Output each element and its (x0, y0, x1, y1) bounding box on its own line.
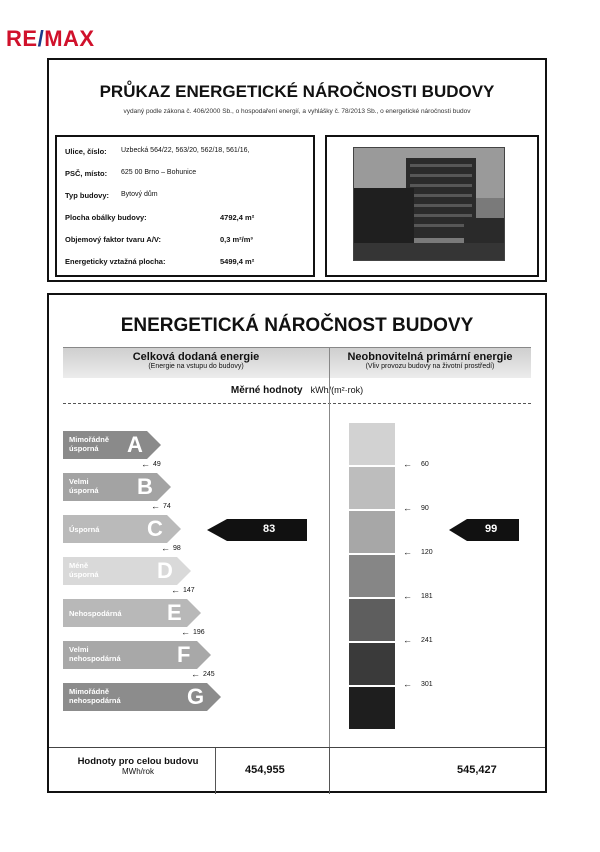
class-label: Úsporná (69, 525, 100, 534)
scale-threshold: 241 (421, 637, 433, 644)
scale-threshold: 301 (421, 681, 433, 688)
class-g (63, 683, 223, 711)
field-type: Typ budovy: Bytový dům (65, 191, 158, 200)
scale-threshold: 181 (421, 593, 433, 600)
column-divider (329, 347, 330, 747)
field-envelope: Plocha obálky budovy: 4792,4 m² (65, 213, 255, 222)
left-value-marker: 83 (227, 519, 307, 541)
scale-segment (349, 511, 395, 553)
certificate-title: PRŮKAZ ENERGETICKÉ NÁROČNOSTI BUDOVY (99, 82, 495, 101)
class-b (63, 473, 173, 501)
field-zip: PSČ, místo: 625 00 Brno – Bohunice (65, 169, 197, 178)
scale-arrow: ← (403, 459, 412, 469)
class-letter: F (177, 642, 191, 667)
building-photo-frame (325, 135, 539, 277)
class-d (63, 557, 193, 585)
certificate-subtitle: vydaný podle zákona č. 406/2000 Sb., o hospodaření energií, a vyhlášky č. 78/2013 Sb., o energetické náročnosti budov (123, 108, 471, 115)
class-letter: C (147, 516, 163, 541)
threshold-value: 245 (203, 671, 215, 678)
scale-segment (349, 687, 395, 729)
scale-arrow: ← (403, 547, 412, 557)
threshold-arrow: ← (181, 627, 190, 637)
scale-arrow: ← (403, 679, 412, 689)
total-delivered-energy: 454,955 (245, 764, 285, 776)
class-e (63, 599, 203, 627)
rating-title: ENERGETICKÁ NÁROČNOST BUDOVY (120, 315, 474, 336)
class-label: Méně úsporná (69, 561, 99, 579)
dashed-divider (63, 403, 531, 404)
totals-sep (215, 748, 216, 794)
class-letter: B (137, 474, 153, 499)
scale-arrow: ← (403, 503, 412, 513)
scale-segment (349, 467, 395, 509)
threshold-arrow: ← (161, 543, 170, 553)
building-photo (353, 147, 505, 261)
certificate-box (47, 58, 547, 282)
left-header-sub: (Energie na vstupu do budovy) (148, 363, 244, 370)
class-f (63, 641, 213, 669)
threshold-value: 196 (193, 629, 205, 636)
class-letter: G (187, 684, 205, 709)
class-letter: A (127, 432, 143, 457)
scale-threshold: 120 (421, 549, 433, 556)
threshold-value: 147 (183, 587, 195, 594)
class-a (63, 431, 163, 459)
remax-logo: RE/MAX (6, 26, 95, 51)
scale-threshold: 90 (421, 505, 429, 512)
scale-segment (349, 599, 395, 641)
left-header (63, 347, 329, 378)
totals-sep2 (329, 748, 330, 794)
totals-label: Hodnoty pro celou budovu MWh/rok (77, 756, 199, 776)
class-label: Mimořádně úsporná (69, 435, 110, 453)
field-shape-factor: Objemový faktor tvaru A/V: 0,3 m²/m³ (65, 235, 253, 244)
field-floor-area: Energeticky vztažná plocha: 5499,4 m² (65, 257, 255, 266)
totals-row (49, 747, 545, 794)
scale-threshold: 60 (421, 461, 429, 468)
scale-segment (349, 423, 395, 465)
class-label: Velmi úsporná (69, 477, 99, 495)
threshold-arrow: ← (141, 459, 150, 469)
scale-arrow: ← (403, 635, 412, 645)
scale-arrow: ← (403, 591, 412, 601)
threshold-value: 98 (173, 545, 181, 552)
threshold-arrow: ← (171, 585, 180, 595)
scale-segment (349, 555, 395, 597)
right-header-title: Neobnovitelná primární energie (347, 351, 513, 363)
threshold-arrow: ← (191, 669, 200, 679)
threshold-value: 74 (163, 503, 171, 510)
class-label: Velmi nehospodárná (69, 645, 121, 663)
building-info (55, 135, 315, 277)
class-letter: E (167, 600, 182, 625)
right-header (329, 347, 531, 378)
field-street: Ulice, číslo: Uzbecká 564/22, 563/20, 562/18, 561/16, (65, 147, 250, 156)
scale-segment (349, 643, 395, 685)
total-primary-energy: 545,427 (457, 764, 497, 776)
threshold-arrow: ← (151, 501, 160, 511)
class-label: Nehospodárná (69, 609, 122, 618)
left-header-title: Celková dodaná energie (132, 351, 260, 363)
energy-rating-box (47, 293, 547, 793)
right-value-marker: 99 (467, 519, 519, 541)
class-c (63, 515, 183, 543)
threshold-value: 49 (153, 461, 161, 468)
class-letter: D (157, 558, 173, 583)
class-label: Mimořádně nehospodárná (69, 687, 121, 705)
right-header-sub: (Vliv provozu budovy na životní prostředí) (365, 363, 495, 370)
units-row: Měrné hodnoty kWh/(m²·rok) (230, 385, 364, 396)
